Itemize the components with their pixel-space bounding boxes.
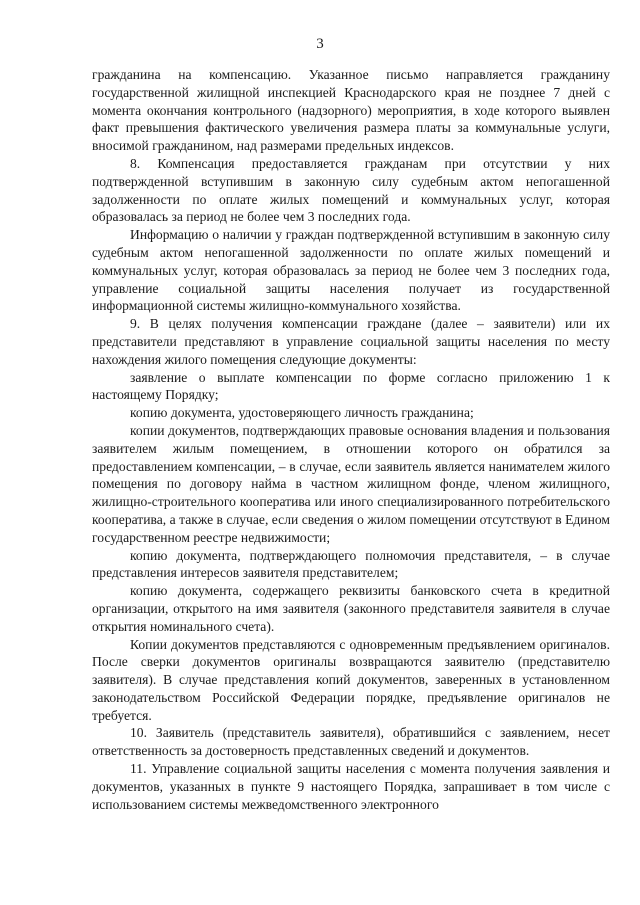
- paragraph-identity-document: копию документа, удостоверяющего личность гражданина;: [130, 405, 474, 421]
- paragraph-bank-details: копию документа, содержащего реквизиты банковского счета в кредитной организации, открытого на имя заявителя (законного представителя заявителя в случае открытия номинального счета).: [92, 583, 610, 634]
- paragraph-item-9: 9. В целях получения компенсации граждане (далее – заявители) или их представители представляют в управление социальной защиты населения по месту нахождения жилого помещения следующие документы:: [92, 316, 610, 367]
- paragraph-debt-information: Информацию о наличии у граждан подтвержденной вступившим в законную силу судебным актом непогашенной задолженности по оплате жилых помещений и коммунальных услуг, которая образовалась за период не более чем 3 последних года, управление социальной защиты населения получает из государственной информационной системы жилищно-коммунального хозяйства.: [92, 227, 610, 314]
- paragraph-item-8: 8. Компенсация предоставляется гражданам при отсутствии у них подтвержденной вступившим в законную силу судебным актом непогашенной задолженности по оплате жилых помещений и коммунальных услуг, которая образовалась за период не более чем 3 последних года.: [92, 155, 610, 225]
- paragraph-originals: Копии документов представляются с одновременным предъявлением оригиналов. После сверки документов оригиналы возвращаются заявителю (представителю заявителя). В случае представления копий документов, заверенных в установленном законодательством Российской Федерации порядке, предъявление оригиналов не требуется.: [92, 636, 610, 723]
- paragraph-continuation: гражданина на компенсацию. Указанное письмо направляется гражданину государственной жилищной инспекцией Краснодарского края не позднее 7 дней с момента окончания контрольного (надзорного) мероприятия, в ходе которого выявлен факт превышения фактического увеличения размера платы за коммунальные услуги, вносимой гражданином, над размерами предельных индексов.: [92, 67, 610, 154]
- page-number: 3: [316, 36, 324, 52]
- paragraph-item-10: 10. Заявитель (представитель заявителя), обратившийся с заявлением, несет ответственность за достоверность представленных сведений и документов.: [92, 725, 610, 759]
- paragraph-ownership-documents: копии документов, подтверждающих правовые основания владения и пользования заявителем жилым помещением, в отношении которого он обратился за предоставлением компенсации, – в случае, если заявитель является нанимателем жилого помещения по договору найма в частном жилищном фонде, членом жилищного, жилищно-строительного кооператива или иного специализированного потребительского кооператива, а также в случае, если сведения о жилом помещении отсутствуют в Едином государственном реестре недвижимости;: [92, 422, 610, 545]
- paragraph-application: заявление о выплате компенсации по форме согласно приложению 1 к настоящему Порядку;: [92, 369, 610, 403]
- paragraph-item-11: 11. Управление социальной защиты населения с момента получения заявления и документов, указанных в пункте 9 настоящего Порядка, запрашивает в том числе с использованием системы межведомственного электронного: [92, 761, 610, 812]
- paragraph-representative-authority: копию документа, подтверждающего полномочия представителя, – в случае представления интересов заявителя представителем;: [92, 547, 610, 581]
- document-body: [92, 66, 610, 813]
